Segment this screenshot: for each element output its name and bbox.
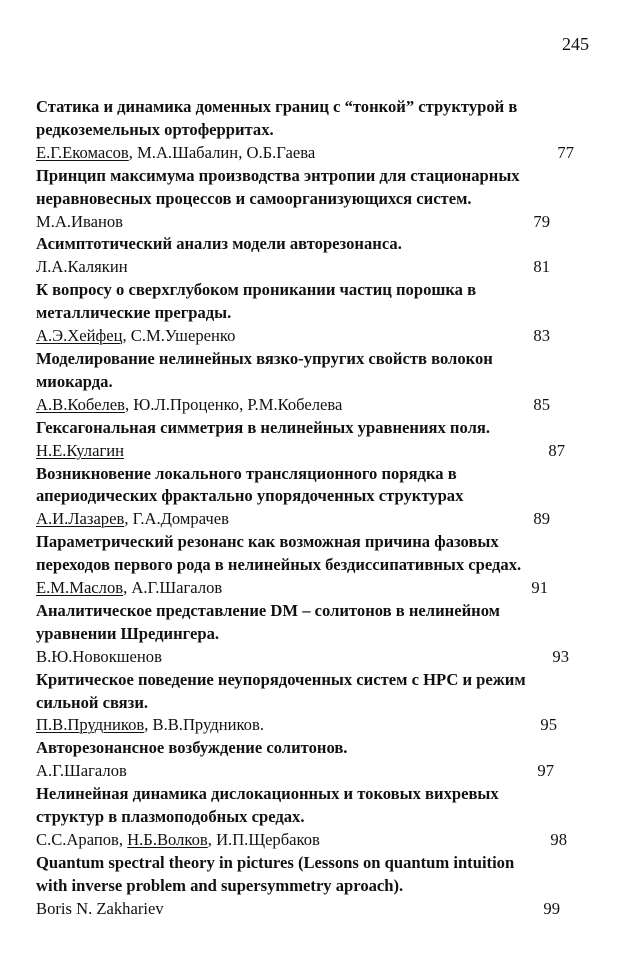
entry-title-line: Статика и динамика доменных границ с “тонкой” структурой в xyxy=(36,97,518,116)
entry-title-line: Нелинейная динамика дислокационных и токовых вихревых xyxy=(36,784,499,804)
author-name: И.П.Щербаков xyxy=(216,830,320,849)
entry-authors-row xyxy=(36,256,596,279)
author-name: Boris N. Zakhariev xyxy=(36,898,164,918)
author-name: Л.А.Калякин xyxy=(36,257,128,277)
entry-title-line: металлические преграды. xyxy=(36,303,232,323)
entry-title-line: редкоземельных ортоферритах. xyxy=(36,119,274,139)
entry-page-number: 89 xyxy=(533,509,550,529)
toc-entry xyxy=(36,463,596,532)
entry-authors-row xyxy=(36,440,596,463)
entry-page-number: 91 xyxy=(531,578,548,598)
author-name-speaker: Н.Е.Кулагин xyxy=(36,440,125,460)
entry-title-line: Авторезонансное возбуждение солитонов. xyxy=(36,738,348,758)
entry-authors-row xyxy=(36,211,596,234)
entry-title xyxy=(36,233,596,256)
toc-entry xyxy=(36,165,596,234)
entry-title xyxy=(36,600,596,646)
entry-title xyxy=(36,348,596,394)
entry-authors-row xyxy=(36,829,596,852)
entry-authors-row xyxy=(36,760,596,783)
author-name-speaker: Е.М.Маслов xyxy=(36,578,124,598)
toc-entry xyxy=(36,531,596,600)
author-separator: , xyxy=(239,394,248,414)
entry-title-line: переходов первого рода в нелинейных бездиссипативных средах. xyxy=(36,555,522,575)
entry-title-line: Асимптотический анализ модели авторезонанса. xyxy=(36,234,402,254)
author-name-speaker: А.Э.Хейфец xyxy=(36,326,123,346)
entry-authors xyxy=(36,715,264,734)
author-separator: , xyxy=(124,394,134,414)
author-name: С.С.Арапов xyxy=(36,830,119,849)
entry-authors-row xyxy=(36,394,596,417)
entry-page-number: 83 xyxy=(533,326,550,346)
entry-authors xyxy=(36,578,222,597)
entry-page-number: 97 xyxy=(537,761,554,781)
author-name: А.Г.Шагалов xyxy=(131,578,223,598)
entry-title-line: сильной связи. xyxy=(36,692,149,712)
entry-title-line: Гексагональная симметрия в нелинейных уравнениях поля. xyxy=(36,417,491,437)
toc-entry xyxy=(36,417,596,463)
entry-authors-row xyxy=(36,646,596,669)
toc-entry xyxy=(36,96,596,165)
author-separator: , xyxy=(123,578,132,598)
entry-title-line: К вопросу о сверхглубоком проникании частиц порошка в xyxy=(36,280,477,300)
entry-title xyxy=(36,279,596,325)
entry-title-line: апериодических фрактально упорядоченных структурах xyxy=(36,486,464,506)
author-name-speaker: А.В.Кобелев xyxy=(36,394,125,414)
entry-title xyxy=(36,417,596,440)
entry-title xyxy=(36,669,596,715)
entry-title xyxy=(36,531,596,577)
entry-title xyxy=(36,165,596,211)
author-separator: , xyxy=(207,830,217,849)
toc-entry xyxy=(36,669,596,738)
page-number: 245 xyxy=(562,34,589,54)
entry-title-line: Аналитическое представление DM – солитонов в нелинейном xyxy=(36,600,500,620)
entry-authors-row xyxy=(36,898,596,921)
entry-title-line: Параметрический резонанс как возможная причина фазовых xyxy=(36,532,499,552)
toc-entry xyxy=(36,233,596,279)
author-name: А.Г.Шагалов xyxy=(36,761,127,781)
entry-authors-row xyxy=(36,142,596,165)
entry-authors xyxy=(36,899,164,918)
entry-page-number: 77 xyxy=(557,142,574,162)
author-name-speaker: Е.Г.Екомасов xyxy=(36,142,129,162)
author-separator: , xyxy=(128,142,138,162)
toc-entry xyxy=(36,600,596,669)
entry-title-line: Возникновение локального трансляционного порядка в xyxy=(36,463,457,483)
author-name-speaker: Н.Б.Волков xyxy=(127,830,208,849)
entry-title xyxy=(36,737,596,760)
entry-authors-row xyxy=(36,577,596,600)
toc-entry xyxy=(36,348,596,417)
author-name: М.А.Иванов xyxy=(36,211,124,231)
author-separator: , xyxy=(238,142,247,162)
entry-page-number: 99 xyxy=(543,898,560,918)
entry-authors xyxy=(36,212,123,231)
entry-title-line: структур в плазмоподобных средах. xyxy=(36,807,305,827)
author-name: М.А.Шабалин xyxy=(137,142,239,162)
toc-entry xyxy=(36,737,596,783)
author-name-speaker: А.И.Лазарев xyxy=(36,509,125,529)
entry-authors xyxy=(36,647,162,666)
author-name: В.Ю.Новокшенов xyxy=(36,646,162,666)
entry-page-number: 79 xyxy=(533,211,550,231)
entry-page-number: 87 xyxy=(548,440,565,460)
entry-authors xyxy=(36,395,342,414)
author-name: В.В.Прудников. xyxy=(152,715,264,735)
entry-authors xyxy=(36,257,128,276)
toc-entry xyxy=(36,279,596,348)
author-separator: , xyxy=(124,509,133,529)
entry-title xyxy=(36,783,596,829)
author-name: С.М.Ушеренко xyxy=(130,326,236,346)
entry-title-line: Моделирование нелинейных вязко-упругих свойств волокон xyxy=(36,348,493,368)
author-separator: , xyxy=(144,715,153,735)
entry-authors-row xyxy=(36,508,596,531)
entry-title-line: уравнении Шредингера. xyxy=(36,623,220,643)
entry-authors xyxy=(36,326,235,345)
author-name: Р.М.Кобелева xyxy=(247,394,343,414)
author-name: О.Б.Гаева xyxy=(246,142,316,162)
toc-entry xyxy=(36,852,596,921)
entry-page-number: 93 xyxy=(552,646,569,666)
author-name: Ю.Л.Проценко xyxy=(133,394,240,414)
entry-title-line: миокарда. xyxy=(36,371,113,391)
author-separator: , xyxy=(118,830,128,849)
entry-title-line: неравновесных процессов и самоорганизующихся систем. xyxy=(36,188,472,208)
entry-title-line: Quantum spectral theory in pictures (Lessons on quantum intuition xyxy=(36,852,515,872)
entry-title xyxy=(36,852,596,898)
author-name-speaker: П.В.Прудников xyxy=(36,715,145,735)
entry-title-line: Принцип максимума производства энтропии для стационарных xyxy=(36,165,520,185)
entry-title xyxy=(36,96,596,142)
entry-authors xyxy=(36,143,315,162)
entry-authors-row xyxy=(36,325,596,348)
author-separator: , xyxy=(122,326,131,346)
entry-authors xyxy=(36,830,320,849)
entry-title xyxy=(36,463,596,509)
entry-page-number: 95 xyxy=(540,715,557,735)
author-name: Г.А.Домрачев xyxy=(132,509,229,529)
toc-entry xyxy=(36,783,596,852)
table-of-contents xyxy=(36,96,596,921)
entry-authors-row xyxy=(36,714,596,737)
entry-page-number: 98 xyxy=(550,830,567,849)
entry-page-number: 81 xyxy=(533,257,550,277)
entry-title-line: with inverse problem and supersymmetry aproach). xyxy=(36,875,404,895)
entry-authors xyxy=(36,441,124,460)
entry-page-number: 85 xyxy=(533,394,550,414)
entry-authors xyxy=(36,509,229,528)
entry-authors xyxy=(36,761,127,780)
entry-title-line: Критическое поведение неупорядоченных систем с НРС и режим xyxy=(36,669,526,689)
